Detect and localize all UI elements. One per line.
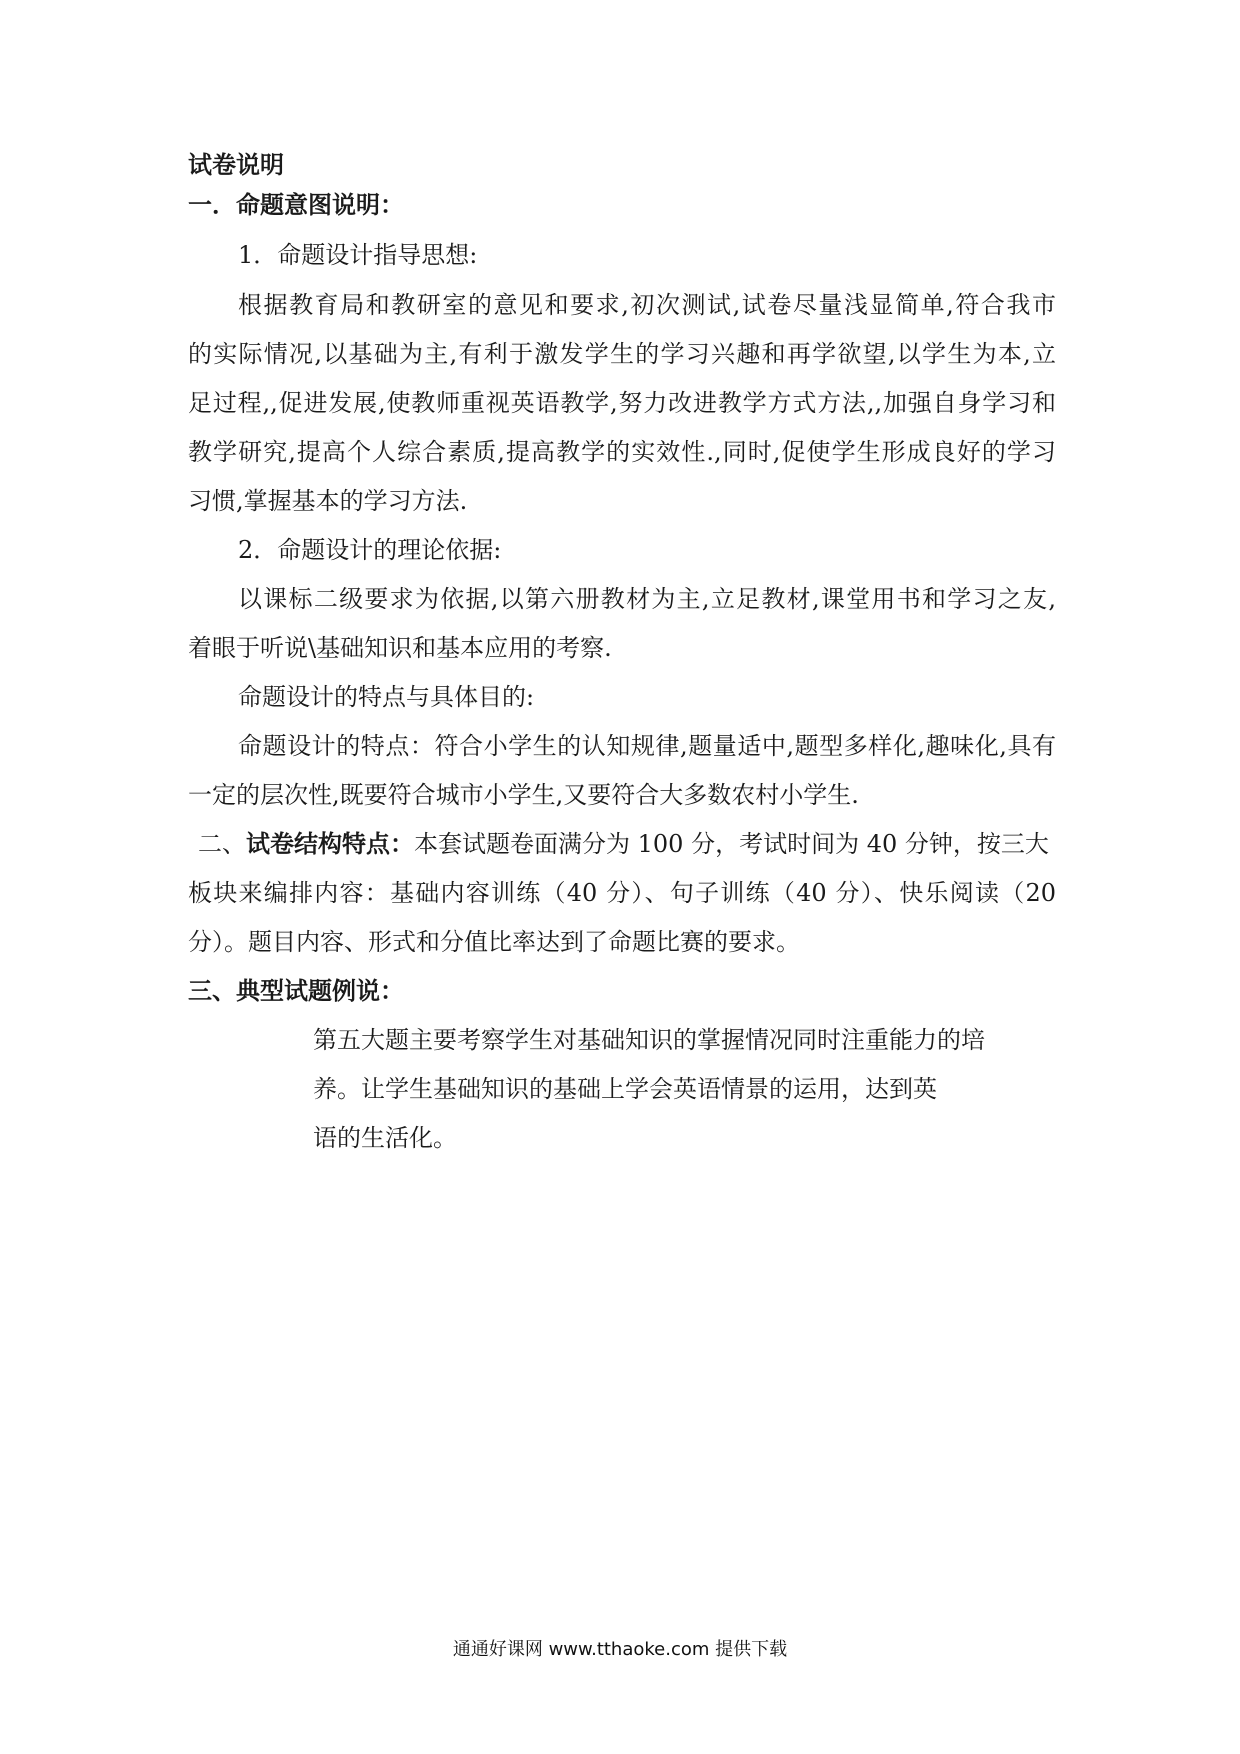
section3-line: 第五大题主要考察学生对基础知识的掌握情况同时注重能力的培 <box>313 1026 985 1054</box>
section2-prefix: 二、 <box>198 830 246 858</box>
para1-line: 教学研究,提高个人综合素质,提高教学的实效性.,同时,促使学生形成良好的学习 <box>188 438 1056 466</box>
para1-line: 根据教育局和教研室的意见和要求,初次测试,试卷尽量浅显简单,符合我市 <box>238 291 1056 319</box>
para1-line: 的实际情况,以基础为主,有利于激发学生的学习兴趣和再学欲望,以学生为本,立 <box>188 340 1056 368</box>
para2-line: 以课标二级要求为依据,以第六册教材为主,立足教材,课堂用书和学习之友, <box>238 585 1056 613</box>
section2-heading: 试卷结构特点： <box>246 830 414 858</box>
item2-heading: 2．命题设计的理论依据: <box>238 536 502 564</box>
section2-line: 板块来编排内容：基础内容训练（40 分）、句子训练（40 分）、快乐阅读（20 <box>188 879 1056 907</box>
para3-line: 命题设计的特点：符合小学生的认知规律,题量适中,题型多样化,趣味化,具有 <box>238 732 1056 760</box>
section1-heading: 一．命题意图说明： <box>188 191 404 219</box>
para2-line: 着眼于听说\基础知识和基本应用的考察. <box>188 634 612 662</box>
para1-line: 习惯,掌握基本的学习方法. <box>188 487 468 515</box>
section3-heading: 三、典型试题例说： <box>188 977 404 1005</box>
item1-heading: 1．命题设计指导思想: <box>238 241 478 269</box>
section3-line: 语的生活化。 <box>313 1124 457 1152</box>
para3-line: 一定的层次性,既要符合城市小学生,又要符合大多数农村小学生. <box>188 781 859 809</box>
section2-text: 本套试题卷面满分为 100 分，考试时间为 40 分钟，按三大 <box>414 830 1049 858</box>
section2-line-first <box>198 829 1049 859</box>
section2-line: 分）。题目内容、形式和分值比率达到了命题比赛的要求。 <box>188 928 800 956</box>
item3-heading: 命题设计的特点与具体目的: <box>238 683 535 711</box>
document-title: 试卷说明 <box>188 151 284 179</box>
footer-credit: 通通好课网 www.tthaoke.com 提供下载 <box>452 1639 788 1660</box>
section3-line: 养。让学生基础知识的基础上学会英语情景的运用，达到英 <box>313 1075 937 1103</box>
para1-line: 足过程,,促进发展,使教师重视英语教学,努力改进教学方式方法,,加强自身学习和 <box>188 389 1056 417</box>
